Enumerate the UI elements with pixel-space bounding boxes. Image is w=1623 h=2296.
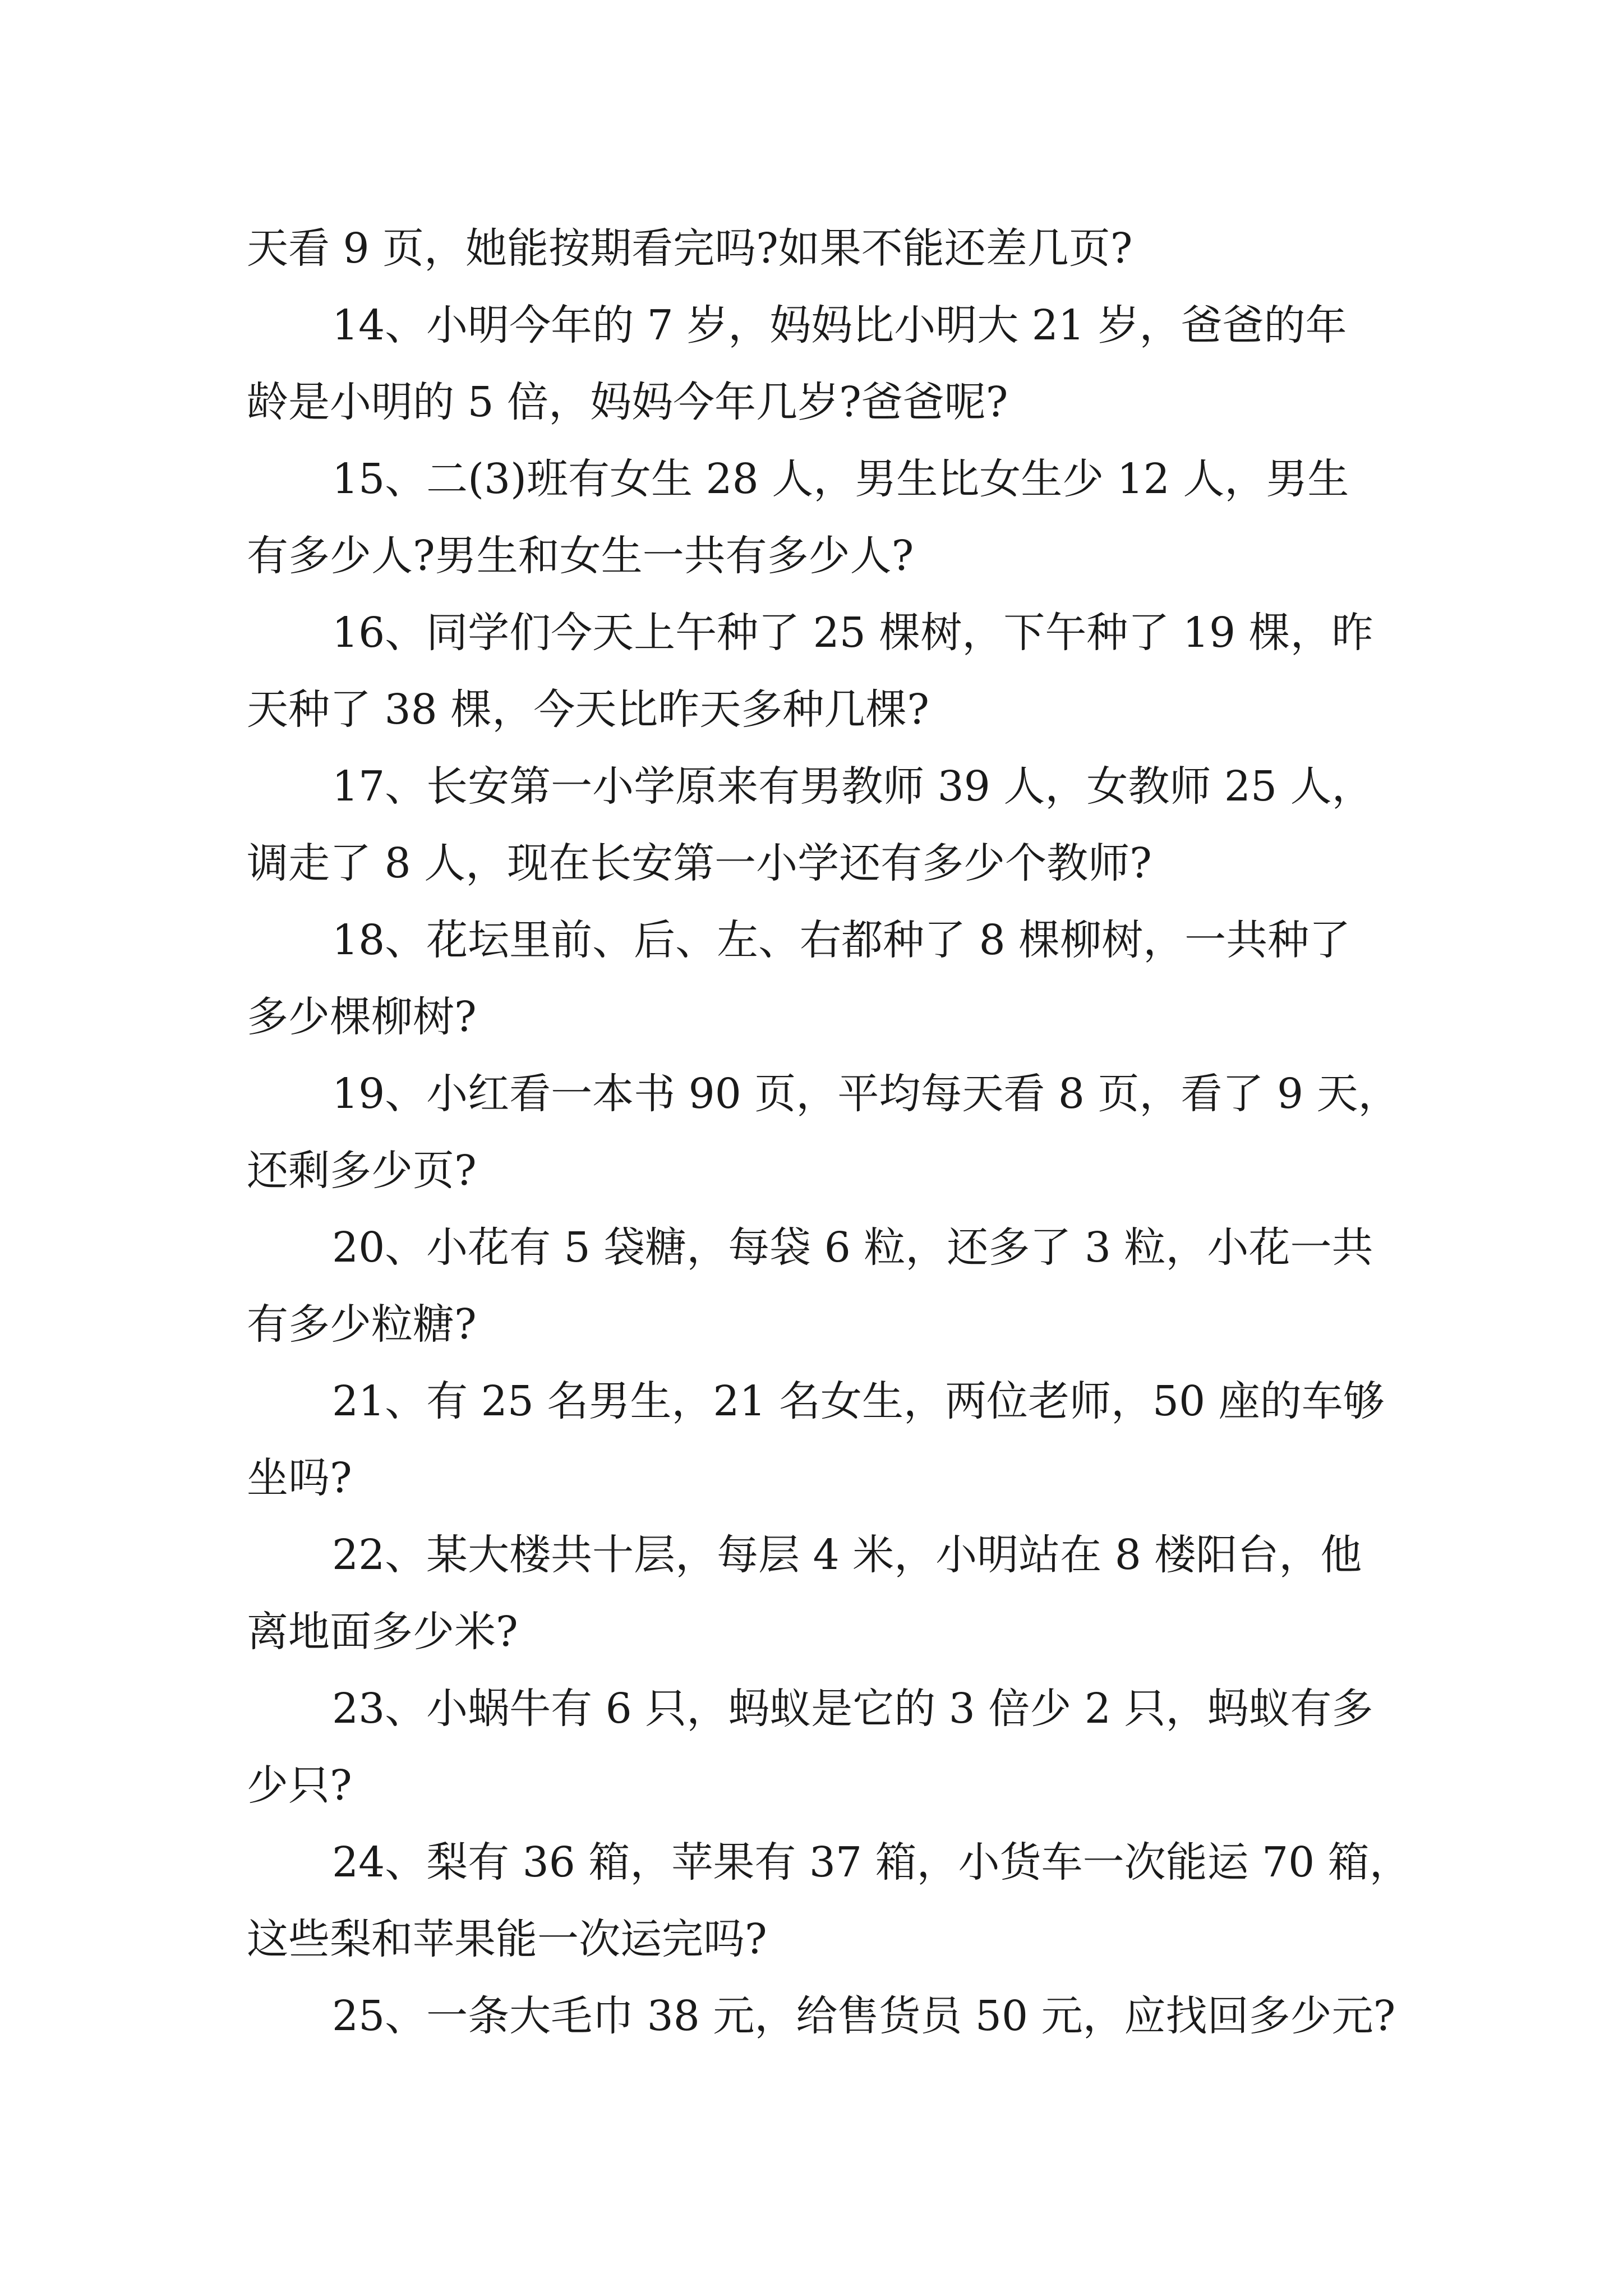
problem-text-line: 有多少粒糖? xyxy=(247,1300,477,1349)
problem-text-line: 还剩多少页? xyxy=(247,1147,477,1195)
problem-text-line: 24、梨有 36 箱，苹果有 37 箱，小货车一次能运 70 箱， xyxy=(332,1838,1411,1887)
problem-text-line: 16、同学们今天上午种了 25 棵树，下午种了 19 棵，昨 xyxy=(332,609,1373,657)
problem-text-line: 这些梨和苹果能一次运完吗? xyxy=(247,1915,767,1963)
problem-text-line: 龄是小明的 5 倍，妈妈今年几岁?爸爸呢? xyxy=(247,378,1008,426)
problem-text-line: 14、小明今年的 7 岁，妈妈比小明大 21 岁，爸爸的年 xyxy=(332,301,1347,349)
problem-text-line: 19、小红看一本书 90 页，平均每天看 8 页，看了 9 天， xyxy=(332,1070,1400,1118)
problem-text-line: 离地面多少米? xyxy=(247,1608,518,1656)
problem-text-line: 多少棵柳树? xyxy=(247,993,477,1041)
problem-text-line: 15、二(3)班有女生 28 人，男生比女生少 12 人，男生 xyxy=(332,455,1349,503)
problem-list xyxy=(247,210,1411,2055)
problem-text-line: 23、小蜗牛有 6 只，蚂蚁是它的 3 倍少 2 只，蚂蚁有多 xyxy=(332,1685,1373,1733)
problem-text-line: 20、小花有 5 袋糖，每袋 6 粒，还多了 3 粒，小花一共 xyxy=(332,1223,1373,1272)
problem-text-line: 调走了 8 人，现在长安第一小学还有多少个教师? xyxy=(247,839,1152,887)
problem-text-line: 25、一条大毛巾 38 元，给售货员 50 元，应找回多少元? xyxy=(332,1992,1396,2040)
problem-text-line: 天看 9 页，她能按期看完吗?如果不能还差几页? xyxy=(247,224,1133,273)
problem-text-line: 17、长安第一小学原来有男教师 39 人，女教师 25 人， xyxy=(332,762,1373,811)
problem-text-line: 22、某大楼共十层，每层 4 米，小明站在 8 楼阳台，他 xyxy=(332,1531,1362,1579)
problem-text-line: 18、花坛里前、后、左、右都种了 8 棵柳树，一共种了 xyxy=(332,916,1351,964)
problem-text-line: 天种了 38 棵，今天比昨天多种几棵? xyxy=(247,685,929,734)
problem-text-line: 21、有 25 名男生，21 名女生，两位老师，50 座的车够 xyxy=(332,1377,1385,1425)
problem-text-line: 坐吗? xyxy=(247,1454,352,1502)
problem-text-line: 有多少人?男生和女生一共有多少人? xyxy=(247,532,914,580)
problem-text-line: 少只? xyxy=(247,1761,352,1810)
